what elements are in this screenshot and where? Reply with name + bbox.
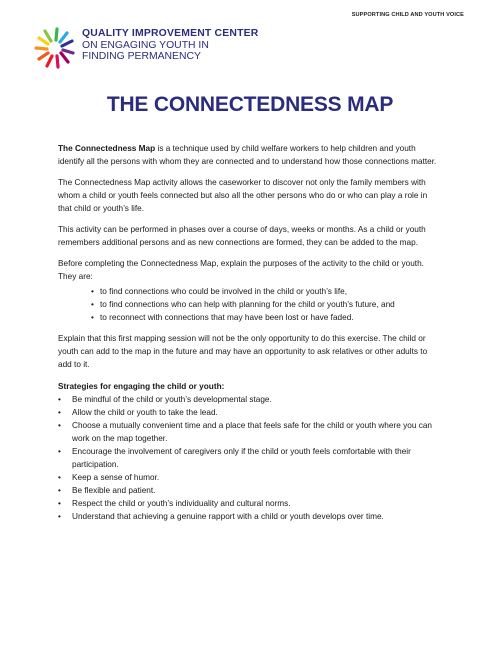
list-item: • to find connections who can help with planning for the child or youth’s future, and — [91, 298, 442, 311]
list-item: • to find connections who could be involved in the child or youth’s life, — [91, 285, 442, 298]
list-item: • to reconnect with connections that may have been lost or have faded. — [91, 311, 442, 324]
list-item: • Allow the child or youth to take the lead. — [58, 406, 442, 419]
document-body — [58, 142, 442, 523]
list-item: • Respect the child or youth’s individuality and cultural norms. — [58, 497, 442, 510]
list-item: • Choose a mutually convenient time and a place that feels safe for the child or youth where you can work on the map together. — [58, 419, 442, 445]
paragraph-2: The Connectedness Map activity allows the caseworker to discover not only the family members with whom a child or youth feels connected but also all the other persons who do or who can play a role in that child or youth’s life. — [58, 178, 428, 213]
paragraph-3: This activity can be performed in phases over a course of days, weeks or months. As a child or youth remembers additional persons and as new connections are formed, they can be added to the map. — [58, 225, 426, 247]
intro-bold-term: The Connectedness Map — [58, 144, 156, 153]
strategies-list — [58, 393, 442, 523]
org-name-line-3: FINDING PERMANENCY — [82, 51, 201, 63]
intro-text: is a technique used by child welfare workers to help children and youth identify all the persons with whom they are connected and to understand how those connections matter. — [58, 144, 437, 166]
list-item: • Encourage the involvement of caregivers only if the child or youth feels comfortable with their participation. — [58, 445, 442, 471]
list-item: • Keep a sense of humor. — [58, 471, 442, 484]
list-item: • Be flexible and patient. — [58, 484, 442, 497]
org-name-line-2: ON ENGAGING YOUTH IN — [82, 39, 209, 51]
list-item: • Understand that achieving a genuine rapport with a child or youth develops over time. — [58, 510, 442, 523]
header-label: SUPPORTING CHILD AND YOUTH VOICE — [351, 12, 464, 18]
org-name — [82, 28, 258, 63]
org-name-line-1: QUALITY IMPROVEMENT CENTER — [82, 28, 259, 39]
page-title: THE CONNECTEDNESS MAP — [106, 93, 394, 116]
paragraph-4: Before completing the Connectedness Map, explain the purposes of the activity to the child or youth. They are: — [58, 259, 424, 281]
intro-paragraph — [58, 142, 442, 168]
purposes-list — [91, 285, 442, 324]
logo-icon — [33, 26, 77, 70]
paragraph-5: Explain that this first mapping session will not be the only opportunity to do this exercise. The child or youth can add to the map in the future and may have an opportunity to ask relatives or other adults to add to it. — [58, 334, 428, 369]
list-item: • Be mindful of the child or youth’s developmental stage. — [58, 393, 442, 406]
strategies-heading: Strategies for engaging the child or youth: — [58, 382, 225, 391]
